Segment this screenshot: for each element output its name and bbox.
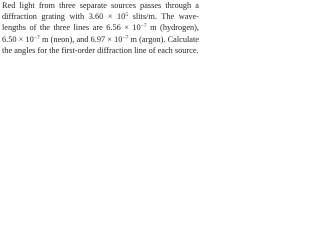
problem-line-2: [2, 11, 199, 22]
problem-line-3: [2, 22, 199, 33]
exponent: −7: [33, 34, 40, 41]
text-fragment: diffraction grating with: [2, 12, 89, 22]
problem-text: [0, 0, 200, 55]
text-fragment: lengths of the three lines are: [2, 23, 107, 33]
exponent: −7: [140, 23, 147, 30]
text-fragment: m (argon). Calculate: [128, 34, 199, 44]
slit-density-value: 3.60 × 10: [88, 12, 126, 22]
argon-wavelength: 6.97 × 10: [90, 34, 123, 44]
problem-line-1: Red light from three separate sources passes through a: [2, 1, 199, 10]
exponent: −7: [122, 34, 129, 41]
text-fragment: m (hydrogen),: [146, 23, 199, 33]
problem-line-4: [2, 34, 199, 45]
neon-wavelength: 6.50 × 10: [2, 34, 34, 44]
hydrogen-wavelength: 6.56 × 10: [106, 23, 141, 33]
problem-line-5: the angles for the first-order diffraction line of each source.: [2, 45, 199, 55]
exponent: 5: [125, 12, 129, 19]
text-fragment: slits/m. The wave-: [128, 12, 199, 22]
text-fragment: m (neon), and: [39, 34, 91, 44]
